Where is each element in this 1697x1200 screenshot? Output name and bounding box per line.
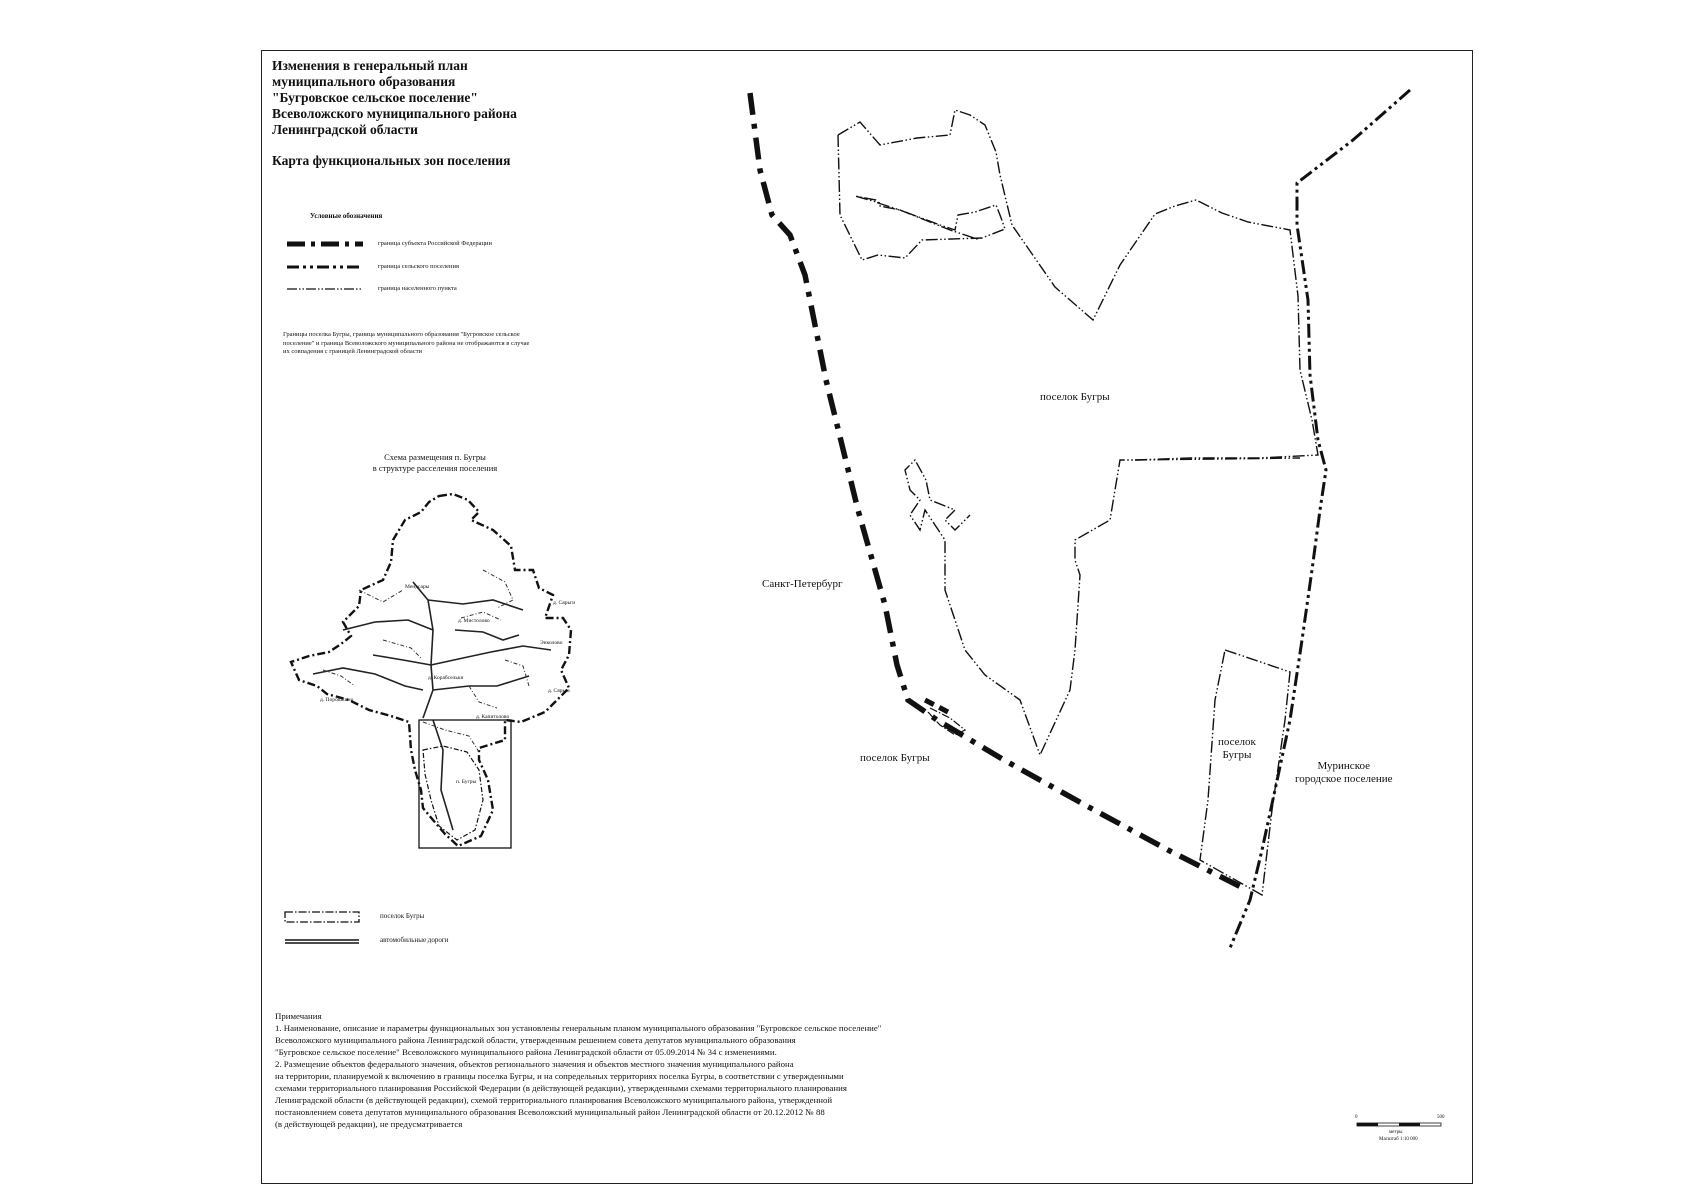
label-line: Бугры xyxy=(1222,749,1252,761)
settlement-border-symbol xyxy=(285,262,365,272)
inset-label: Энколово xyxy=(540,640,563,646)
scale-start: 0 xyxy=(1355,1115,1358,1120)
inset-label: Мендсары xyxy=(405,584,430,590)
label-bugry-north: поселок Бугры xyxy=(1040,391,1110,403)
scale-text: Масштаб 1:10 000 xyxy=(1379,1137,1418,1142)
notes-line: 1. Наименование, описание и параметры функциональных зон установлены генеральным планом муниципального образования "Бугровское сельское поселение" xyxy=(275,1023,882,1033)
inset-title xyxy=(330,452,540,474)
scale-end: 500 xyxy=(1437,1115,1445,1120)
inset-label: д. Сярьга xyxy=(548,688,570,694)
notes-block xyxy=(275,1010,1075,1130)
legend-item-locality-border xyxy=(285,284,605,296)
notes-line: постановлением совета депутатов муниципального образования Всеволожский муниципальный район Ленинградской области от 20.12.2012 № 88 xyxy=(275,1107,825,1117)
label-bugry-sw: поселок Бугры xyxy=(860,752,930,764)
notes-line: 2. Размещение объектов федерального значения, объектов регионального значения и объектов местного значения муниципального района xyxy=(275,1059,794,1069)
inset-legend-label: поселок Бугры xyxy=(380,912,425,920)
title-line: Всеволожского муниципального района xyxy=(272,106,517,121)
inset-label: д. Сярьги xyxy=(553,600,576,606)
title-line: муниципального образования xyxy=(272,74,456,89)
inset-legend-label: автомобильные дороги xyxy=(380,936,449,944)
scale-bar xyxy=(1355,1115,1445,1145)
inset-legend-item-bugry xyxy=(283,910,583,924)
title-line: Ленинградской области xyxy=(272,122,418,137)
label-murino xyxy=(1295,760,1393,786)
inset-label: п. Бугры xyxy=(456,779,477,785)
label-line: поселок xyxy=(1218,736,1256,748)
legend-item-settlement-border xyxy=(285,262,605,274)
inset-label: д. Мистолово xyxy=(458,618,490,624)
locality-border-symbol xyxy=(285,284,365,294)
inset-title-line: Схема размещения п. Бугры xyxy=(384,452,486,462)
legend-item-label: граница субъекта Российской Федерации xyxy=(378,240,492,247)
inset-title-line: в структуре расселения поселения xyxy=(372,463,498,473)
title-line: Изменения в генеральный план xyxy=(272,58,468,73)
notes-line: на территории, планируемой к включению в границы поселка Бугры, и на сопредельных территориях поселка Бугры, в соответствии с утвержденными xyxy=(275,1071,844,1081)
title-line: "Бугровское сельское поселение" xyxy=(272,90,478,105)
legend-item-subject-border xyxy=(285,239,605,251)
map-title xyxy=(272,58,572,138)
inset-label: д. Капитолово xyxy=(476,714,510,720)
legend-item-label: граница сельского поселения xyxy=(378,263,459,270)
subject-border-symbol xyxy=(285,239,365,249)
label-line: городское поселение xyxy=(1295,773,1393,785)
road-symbol xyxy=(283,937,363,947)
notes-heading: Примечания xyxy=(275,1011,322,1021)
notes-line: Ленинградской области (в действующей редакции), схемой территориального планирования Всеволожского муниципального района, утвержденной xyxy=(275,1095,833,1105)
label-line: Муринское xyxy=(1317,760,1370,772)
bugry-inset-border xyxy=(423,746,483,840)
inset-legend-item-roads xyxy=(283,934,583,948)
map-subtitle: Карта функциональных зон поселения xyxy=(272,153,511,168)
notes-line: схемами территориального планирования Российской Федерации (в действующей редакции), утвержденными схемами территориального планирования xyxy=(275,1083,847,1093)
label-saint-petersburg: Санкт-Петербург xyxy=(762,578,843,590)
label-bugry-se xyxy=(1218,736,1256,762)
locality-border-symbol xyxy=(283,910,363,924)
notes-line: "Бугровское сельское поселение" Всеволожского муниципального района Ленинградской области от 05.09.2014 № 34 с изменениями. xyxy=(275,1047,777,1057)
notes-line: (в действующей редакции), не предусматривается xyxy=(275,1119,463,1129)
scale-unit: метры xyxy=(1389,1130,1403,1135)
inset-label: д. Корабсельки xyxy=(428,675,464,681)
inset-roads xyxy=(313,582,551,830)
inset-label: д. Порошкино xyxy=(320,697,354,703)
legend-note: Границы поселка Бугры, граница муниципального образования "Бугровское сельское поселение" и граница Всеволожского муниципального района не отображаются в случае их совпадения с границей Ленинградской области xyxy=(283,331,530,355)
legend-heading: Условные обозначения xyxy=(310,212,383,220)
notes-line: Всеволожского муниципального района Ленинградской области, утвержденным решением совета депутатов муниципального образования xyxy=(275,1035,796,1045)
legend-item-label: граница населенного пункта xyxy=(378,285,457,292)
